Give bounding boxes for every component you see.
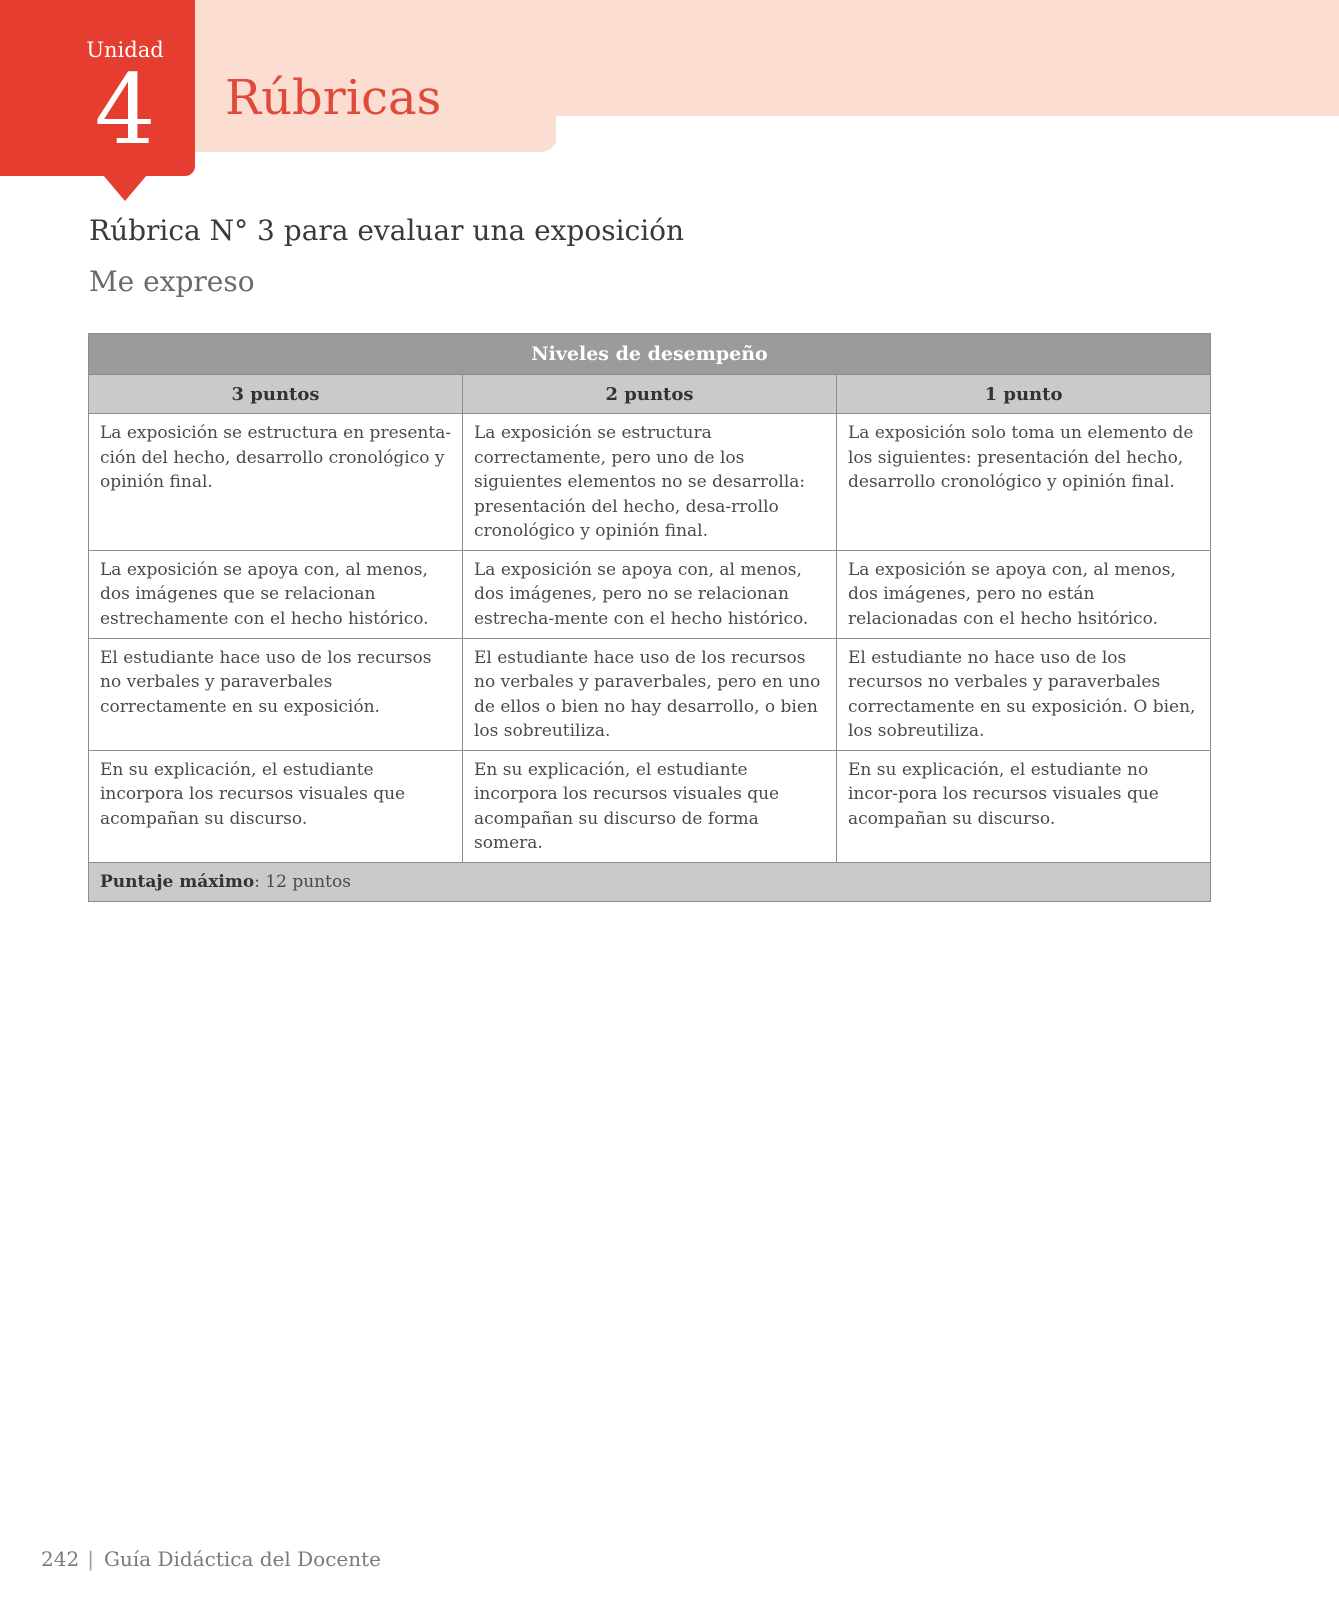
- column-header-3-points: 3 puntos: [89, 375, 463, 414]
- table-cell: La exposición se estructura correctamente, pero uno de los siguientes elementos no se desarrolla: presentación del hecho, desa-rrollo cronológico y opinión final.: [463, 414, 837, 551]
- table-cell: El estudiante no hace uso de los recursos no verbales y paraverbales correctamente en su exposición. O bien, los sobreutiliza.: [837, 638, 1211, 750]
- table-cell: El estudiante hace uso de los recursos no verbales y paraverbales correctamente en su exposición.: [89, 638, 463, 750]
- section-title: Rúbricas: [225, 70, 442, 126]
- header-band-cutout: [556, 116, 1339, 156]
- table-row: [89, 638, 1211, 750]
- unit-label: Unidad: [86, 38, 164, 62]
- table-cell: El estudiante hace uso de los recursos no verbales y paraverbales, pero en uno de ellos o bien no hay desarrollo, o bien los sobreutiliza.: [463, 638, 837, 750]
- unit-number: 4: [94, 54, 156, 166]
- levels-header-row: [89, 334, 1211, 375]
- page-footer: [41, 1547, 381, 1571]
- table-cell: En su explicación, el estudiante no incor-pora los recursos visuales que acompañan su discurso.: [837, 750, 1211, 862]
- max-score-label: Puntaje máximo: [100, 871, 255, 892]
- unit-badge: [0, 0, 195, 176]
- unit-badge-pointer: [103, 175, 147, 201]
- levels-header: Niveles de desempeño: [89, 334, 1211, 375]
- table-row: [89, 550, 1211, 638]
- page-number: 242: [41, 1547, 80, 1571]
- points-header-row: [89, 375, 1211, 414]
- table-cell: La exposición se estructura en presenta-ción del hecho, desarrollo cronológico y opinión final.: [89, 414, 463, 551]
- table-cell: En su explicación, el estudiante incorpora los recursos visuales que acompañan su discurso de forma somera.: [463, 750, 837, 862]
- table-row: [89, 414, 1211, 551]
- max-score-row: [89, 862, 1211, 901]
- column-header-2-points: 2 puntos: [463, 375, 837, 414]
- table-cell: La exposición se apoya con, al menos, dos imágenes, pero no se relacionan estrecha-mente con el hecho histórico.: [463, 550, 837, 638]
- table-cell: La exposición se apoya con, al menos, dos imágenes que se relacionan estrechamente con el hecho histórico.: [89, 550, 463, 638]
- max-score-cell: [89, 862, 1211, 901]
- max-score-value: : 12 puntos: [254, 871, 351, 892]
- table-cell: La exposición solo toma un elemento de los siguientes: presentación del hecho, desarrollo cronológico y opinión final.: [837, 414, 1211, 551]
- table-cell: La exposición se apoya con, al menos, dos imágenes, pero no están relacionadas con el hecho hsitórico.: [837, 550, 1211, 638]
- book-title: Guía Didáctica del Docente: [103, 1547, 382, 1571]
- table-cell: En su explicación, el estudiante incorpora los recursos visuales que acompañan su discurso.: [89, 750, 463, 862]
- footer-separator: |: [87, 1547, 94, 1571]
- rubric-table: [88, 333, 1211, 902]
- column-header-1-point: 1 punto: [837, 375, 1211, 414]
- rubric-title: Rúbrica N° 3 para evaluar una exposición: [89, 214, 685, 247]
- table-row: [89, 750, 1211, 862]
- rubric-subtitle: Me expreso: [89, 265, 255, 298]
